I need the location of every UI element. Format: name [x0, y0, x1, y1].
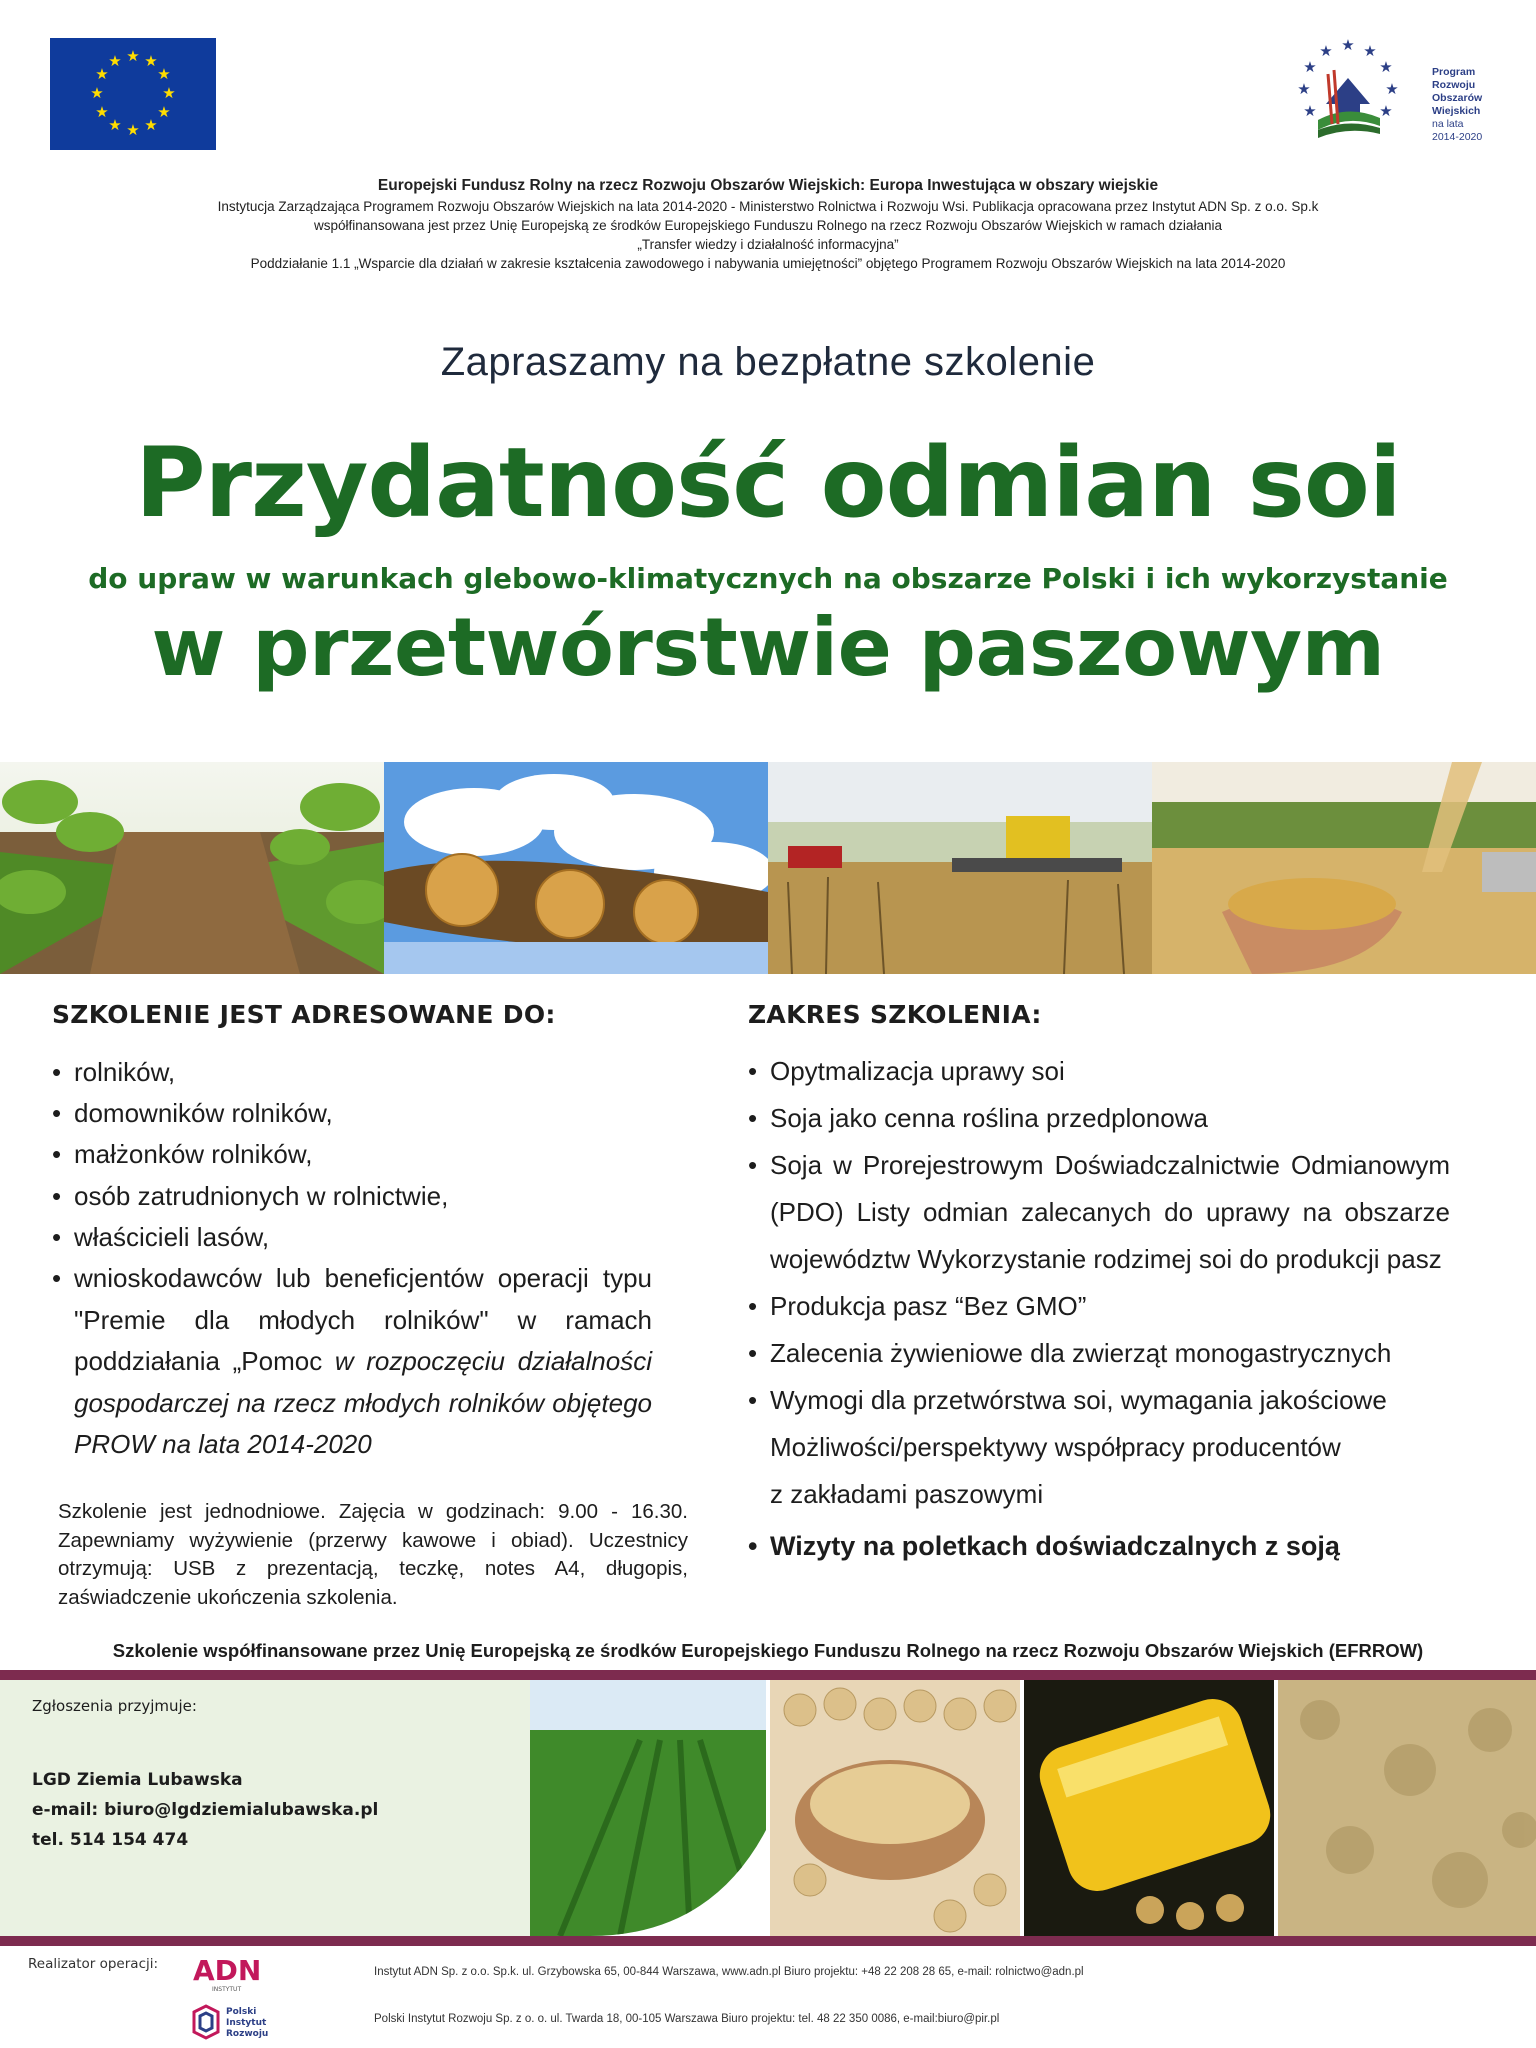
pir-logo-text: Instytut — [226, 2018, 267, 2028]
svg-text:★: ★ — [1341, 36, 1355, 54]
svg-text:★: ★ — [1363, 42, 1377, 60]
soybean-pods-photo — [384, 762, 768, 974]
contact-label: Zgłoszenia przyjmuje: — [32, 1697, 197, 1715]
list-item: • Wizyty na poletkach doświadczalnych z soją — [748, 1523, 1450, 1570]
prow-logo — [1288, 34, 1488, 148]
soy-field-photo — [0, 762, 384, 974]
list-item-italic-text: rozpoczęciu działalności gospodarczej na rzecz młodych rolników objętego PROW na lata 2014-2020 — [74, 1346, 652, 1460]
svg-text:★: ★ — [1297, 80, 1311, 98]
list-item: • Zalecenia żywieniowe dla zwierząt monogastrycznych — [748, 1330, 1450, 1377]
audience-list — [52, 1052, 652, 1466]
adn-logo — [190, 1954, 270, 1994]
list-item: • osób zatrudnionych w rolnictwie, — [52, 1176, 652, 1217]
svg-text:★: ★ — [157, 103, 171, 121]
svg-text:★: ★ — [1379, 58, 1393, 76]
pir-logo — [190, 2002, 300, 2042]
list-item-italic-text: w — [334, 1346, 354, 1377]
svg-text:★: ★ — [1385, 80, 1399, 98]
main-title-second-line: w przetwórstwie paszowym — [151, 601, 1385, 694]
soybeans-bowl-photo — [770, 1680, 1020, 1936]
combine-harvester-photo — [768, 762, 1152, 974]
list-item: • domowników rolników, — [52, 1093, 652, 1134]
funding-line: „Transfer wiedzy i działalność informacyjna” — [637, 237, 899, 252]
funding-header — [40, 175, 1496, 273]
svg-text:★: ★ — [95, 65, 109, 83]
list-item: • Wymogi dla przetwórstwa soi, wymagania jakościowe — [748, 1377, 1450, 1424]
prow-logo-line: Wiejskich — [1432, 105, 1481, 117]
soybeans-in-hands-photo — [1152, 762, 1536, 974]
funding-line: Instytucja Zarządzająca Programem Rozwoju Obszarów Wiejskich na lata 2014-2020 - Ministerstwo Rolnictwa i Rozwoju Wsi. Publikacja opracowana przez Instytut ADN Sp. z o.o. Sp.k — [217, 199, 1319, 214]
svg-text:★: ★ — [108, 52, 122, 70]
eu-flag-icon — [50, 38, 216, 150]
prow-logo-line: Program — [1432, 66, 1476, 78]
list-item: • właścicieli lasów, — [52, 1217, 652, 1258]
adn-logo-subtext: INSTYTUT — [212, 1986, 242, 1993]
bottom-photo-strip — [530, 1680, 1536, 1936]
svg-text:★: ★ — [157, 65, 171, 83]
prow-logo-line: na lata 2014-2020 — [1432, 118, 1483, 143]
soybean-oil-photo — [1024, 1680, 1278, 1936]
svg-text:★: ★ — [1303, 102, 1317, 120]
svg-text:★: ★ — [126, 121, 140, 139]
list-item: • małżonków rolników, — [52, 1134, 652, 1175]
svg-text:★: ★ — [95, 103, 109, 121]
funding-title: Europejski Fundusz Rolny na rzecz Rozwoju Obszarów Wiejskich: Europa Inwestująca w obszary wiejskie — [377, 177, 1159, 194]
prow-logo-line: Obszarów — [1432, 92, 1483, 104]
list-item: • Soja w Prorejestrowym Doświadczalnictwie Odmianowym (PDO) Listy odmian zalecanych do uprawy na obszarze województw Wykorzystanie rodzimej soi do produkcji pasz — [748, 1142, 1450, 1283]
prow-logo-text — [1432, 66, 1488, 144]
contact-phone[interactable]: tel. 514 154 474 — [32, 1830, 189, 1850]
photo-strip — [0, 762, 1536, 974]
scope-heading: ZAKRES SZKOLENIA: — [748, 1000, 1042, 1029]
funding-line: współfinansowana jest przez Unię Europejską ze środków Europejskiego Funduszu Rolnego na rzecz Rozwoju Obszarów Wiejskich w ramach działania — [314, 218, 1222, 233]
list-item: • Soja jako cenna roślina przedplonowa — [748, 1095, 1450, 1142]
scope-list — [748, 1048, 1450, 1570]
svg-text:★: ★ — [1319, 42, 1333, 60]
main-title: Przydatność odmian soi — [135, 427, 1401, 539]
divider-band — [0, 1670, 1536, 1680]
adn-logo-text: ADN — [193, 1954, 262, 1987]
svg-text:★: ★ — [108, 116, 122, 134]
list-item-continuation: z zakładami paszowymi — [770, 1479, 1044, 1509]
contact-organization: LGD Ziemia Lubawska — [32, 1770, 243, 1790]
list-item: • Opytmalizacja uprawy soi — [748, 1048, 1450, 1095]
list-item-continuation: Możliwości/perspektywy współpracy producentów — [770, 1432, 1341, 1462]
list-item: • Produkcja pasz “Bez GMO” — [748, 1283, 1450, 1330]
invite-text: Zapraszamy na bezpłatne szkolenie — [440, 340, 1096, 384]
realizator-label: Realizator operacji: — [28, 1956, 159, 1972]
funding-line: Poddziałanie 1.1 „Wsparcie dla działań w zakresie kształcenia zawodowego i nabywania umiejętności” objętego Programem Rozwoju Obszarów Wiejskich na lata 2014-2020 — [250, 256, 1286, 271]
list-item: • rolników, — [52, 1052, 652, 1093]
svg-text:★: ★ — [126, 47, 140, 65]
audience-heading: SZKOLENIE JEST ADRESOWANE DO: — [52, 1000, 556, 1029]
svg-text:★: ★ — [1379, 102, 1393, 120]
soybean-meal-photo — [1278, 1680, 1536, 1936]
subtitle: do upraw w warunkach glebowo-klimatycznych na obszarze Polski i ich wykorzystanie — [88, 562, 1448, 595]
list-item — [52, 1258, 652, 1466]
divider-band — [0, 1936, 1536, 1946]
footer-pir-address: Polski Instytut Rozwoju Sp. z o. o. ul. Twarda 18, 00-105 Warszawa Biuro projektu: tel. 48 22 350 0086, e-mail:biuro@pir.pl — [374, 2013, 1000, 2025]
svg-text:★: ★ — [90, 84, 104, 102]
pir-logo-text: Rozwoju — [226, 2029, 269, 2039]
svg-text:★: ★ — [162, 84, 176, 102]
soy-crop-photo — [530, 1680, 770, 1936]
contact-email[interactable]: e-mail: biuro@lgdziemialubawska.pl — [32, 1800, 379, 1820]
svg-text:★: ★ — [144, 52, 158, 70]
prow-logo-line: Rozwoju — [1432, 79, 1476, 91]
footer-adn-address: Instytut ADN Sp. z o.o. Sp.k. ul. Grzybowska 65, 00-844 Warszawa, www.adn.pl Biuro projektu: +48 22 208 28 65, e-mail: rolnictwo@adn.pl — [374, 1966, 1084, 1978]
cofinance-note: Szkolenie współfinansowane przez Unię Europejską ze środków Europejskiego Funduszu Rolnego na rzecz Rozwoju Obszarów Wiejskich (EFRROW) — [112, 1640, 1424, 1661]
pir-logo-text: Polski — [226, 2007, 257, 2017]
svg-text:★: ★ — [144, 116, 158, 134]
list-item-text: wnioskodawców lub beneficjentów operacji typu "Premie dla młodych rolników" w ramach poddziałania „Pomoc — [74, 1263, 652, 1377]
prow-logo-icon — [1288, 34, 1408, 148]
training-info: Szkolenie jest jednodniowe. Zajęcia w godzinach: 9.00 - 16.30. Zapewniamy wyżywienie (przerwy kawowe i obiad). Uczestnicy otrzymują: USB z prezentacją, teczkę, notes A4, długopis, zaświadczenie ukończenia szkolenia. — [58, 1500, 688, 1609]
svg-text:★: ★ — [1303, 58, 1317, 76]
